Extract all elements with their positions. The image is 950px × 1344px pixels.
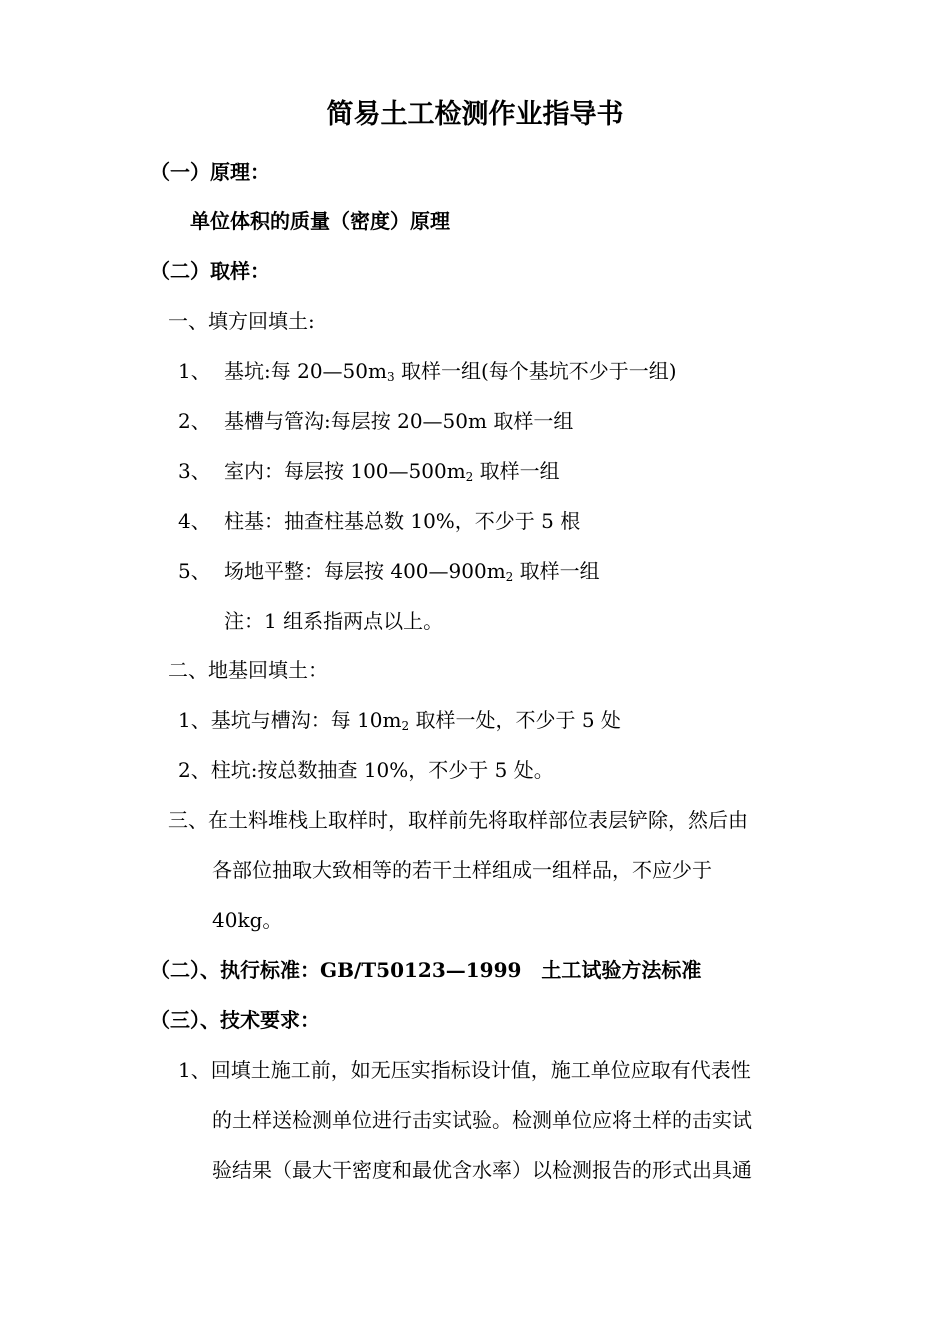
fill-item-3-text-a: 室内：每层按 100—500m bbox=[224, 459, 466, 483]
fill-item-1-superscript: 3 bbox=[386, 370, 395, 384]
foundation-item-1-text-b: 取样一处，不少于 5 处 bbox=[409, 708, 621, 732]
stockpile-line-3: 40kg。 bbox=[212, 908, 283, 932]
fill-item-1 bbox=[178, 356, 677, 389]
fill-item-4 bbox=[178, 506, 580, 536]
tech-line-1: 1、回填土施工前，如无压实指标设计值，施工单位应取有代表性 bbox=[178, 1058, 751, 1082]
fill-item-2-number: 2、 bbox=[178, 409, 211, 433]
foundation-item-2: 2、柱坑:按总数抽查 10%，不少于 5 处。 bbox=[178, 758, 554, 782]
fill-item-1-number: 1、 bbox=[178, 359, 211, 383]
document-title: 简易土工检测作业指导书 bbox=[326, 99, 624, 130]
fill-item-5-text-a: 场地平整：每层按 400—900m bbox=[224, 559, 506, 583]
tech-requirements-heading: （三）、技术要求： bbox=[150, 1008, 320, 1032]
fill-item-5-number: 5、 bbox=[178, 559, 211, 583]
fill-item-2-text: 基槽与管沟:每层按 20—50m 取样一组 bbox=[224, 409, 574, 433]
stockpile-line-2: 各部位抽取大致相等的若干土样组成一组样品，不应少于 bbox=[212, 858, 712, 882]
foundation-item-1-text-a: 1、基坑与槽沟：每 10m bbox=[178, 708, 402, 732]
foundation-item-1-superscript: 2 bbox=[401, 719, 410, 733]
fill-item-5 bbox=[178, 556, 600, 589]
foundation-item-1 bbox=[178, 705, 621, 738]
fill-item-1-text-b: 取样一组(每个基坑不少于一组) bbox=[394, 359, 677, 383]
stockpile-line-1: 三、在土料堆栈上取样时，取样前先将取样部位表层铲除，然后由 bbox=[168, 808, 748, 832]
fill-item-3-superscript: 2 bbox=[465, 470, 474, 484]
tech-line-3: 验结果（最大干密度和最优含水率）以检测报告的形式出具通 bbox=[212, 1158, 752, 1182]
fill-item-3 bbox=[178, 456, 560, 489]
section-sampling-heading: （二）取样： bbox=[150, 259, 270, 283]
fill-item-1-text-a: 基坑:每 20—50m bbox=[224, 359, 387, 383]
fill-item-3-number: 3、 bbox=[178, 459, 211, 483]
fill-soil-heading: 一、填方回填土: bbox=[168, 309, 315, 333]
fill-item-4-text: 柱基：抽查柱基总数 10%，不少于 5 根 bbox=[224, 509, 581, 533]
tech-line-2: 的土样送检测单位进行击实试验。检测单位应将土样的击实试 bbox=[212, 1108, 752, 1132]
standard-heading: （二）、执行标准：GB/T50123—1999 土工试验方法标准 bbox=[150, 958, 702, 982]
fill-item-4-number: 4、 bbox=[178, 509, 211, 533]
fill-item-3-text-b: 取样一组 bbox=[473, 459, 560, 483]
fill-item-5-superscript: 2 bbox=[505, 570, 514, 584]
section-principle-text: 单位体积的质量（密度）原理 bbox=[190, 209, 450, 233]
fill-item-2 bbox=[178, 406, 573, 436]
fill-note: 注：1 组系指两点以上。 bbox=[224, 609, 444, 633]
fill-item-5-text-b: 取样一组 bbox=[513, 559, 600, 583]
foundation-heading: 二、地基回填土： bbox=[168, 658, 328, 682]
section-principle-heading: （一）原理： bbox=[150, 160, 270, 184]
